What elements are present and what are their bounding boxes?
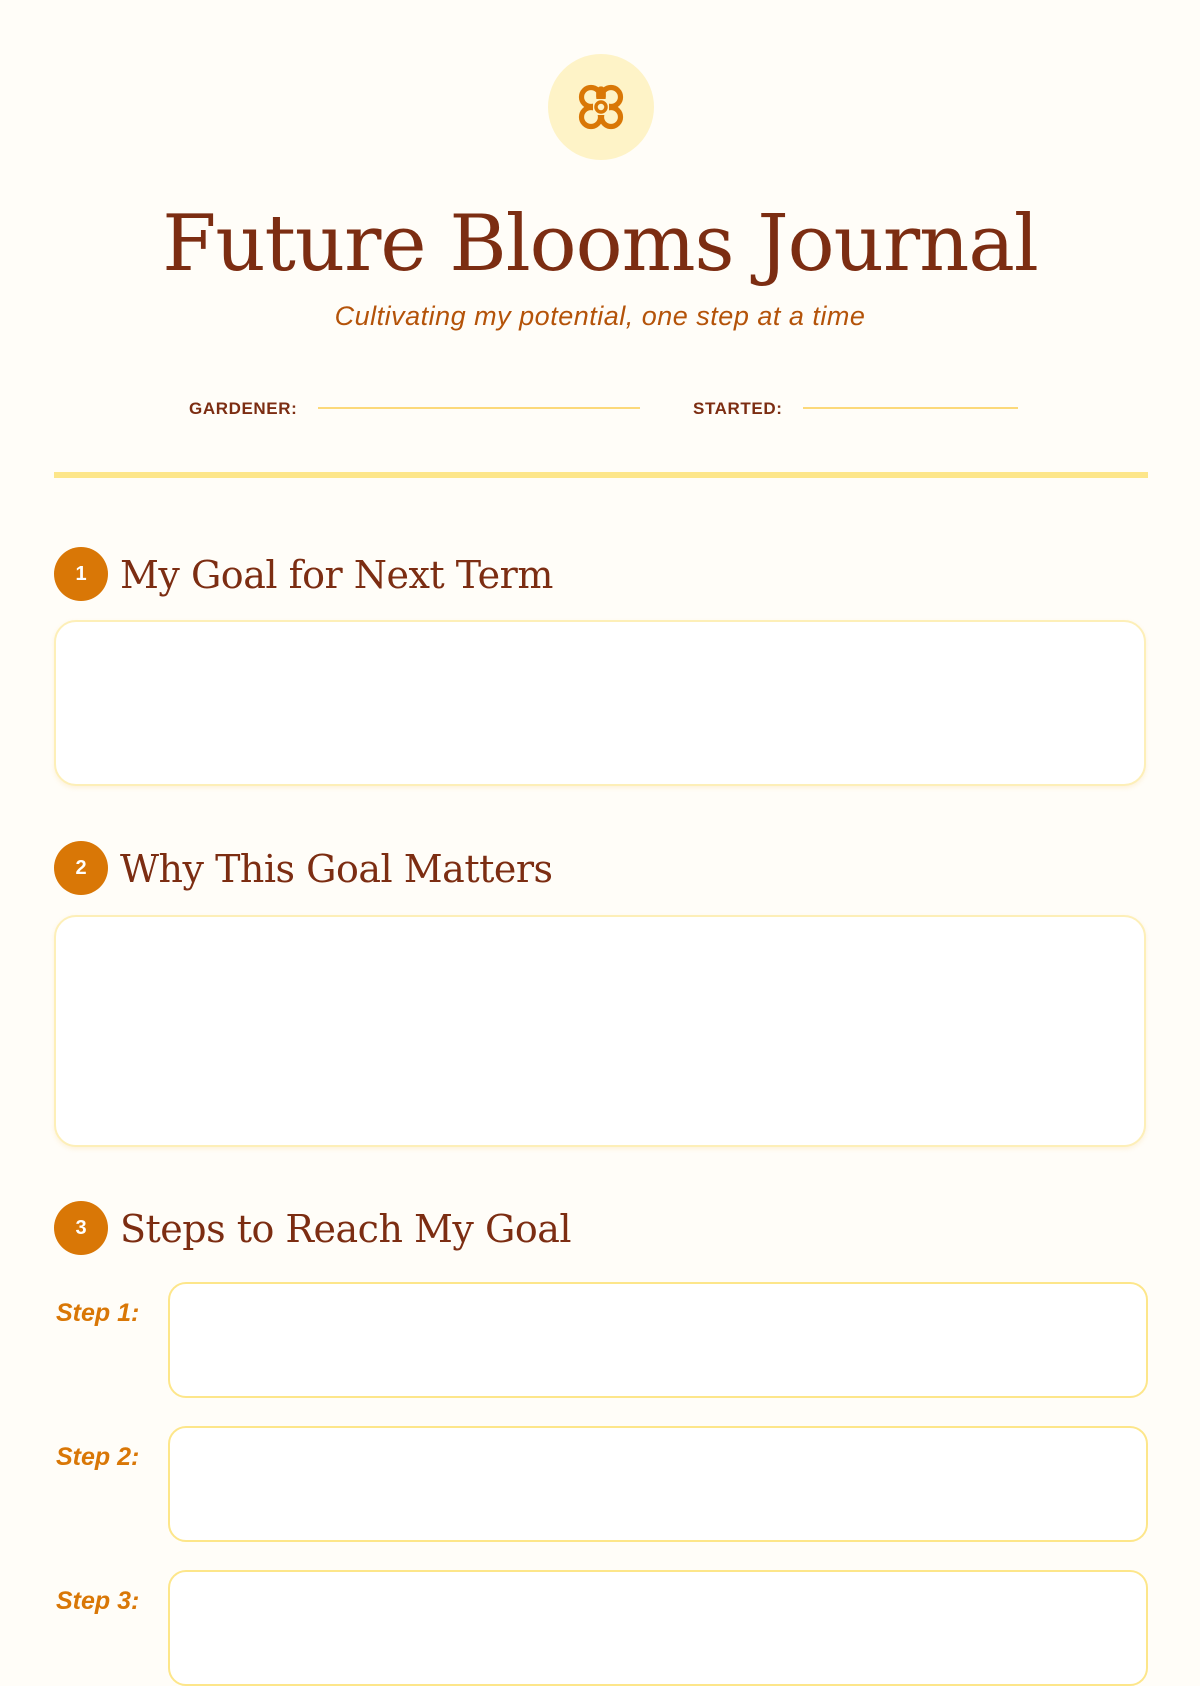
header-divider bbox=[54, 472, 1148, 478]
section-number-badge: 2 bbox=[54, 841, 108, 895]
step-label: Step 1: bbox=[56, 1299, 140, 1327]
gardener-input-line[interactable] bbox=[318, 407, 640, 409]
page-subtitle: Cultivating my potential, one step at a time bbox=[334, 301, 866, 331]
section-number-badge: 1 bbox=[54, 547, 108, 601]
step-label: Step 2: bbox=[56, 1443, 140, 1471]
logo-badge bbox=[548, 54, 654, 160]
step-1-input[interactable] bbox=[168, 1282, 1148, 1398]
started-field bbox=[693, 394, 782, 424]
goal-textbox[interactable] bbox=[54, 620, 1146, 786]
gardener-label: GARDENER: bbox=[189, 399, 298, 418]
section-title-steps: Steps to Reach My Goal bbox=[120, 1207, 572, 1251]
why-textbox[interactable] bbox=[54, 915, 1146, 1147]
page-title: Future Blooms Journal bbox=[162, 199, 1038, 289]
section-number-badge: 3 bbox=[54, 1201, 108, 1255]
section-title-why: Why This Goal Matters bbox=[120, 847, 553, 891]
flower-icon bbox=[571, 77, 631, 137]
section-title-goal: My Goal for Next Term bbox=[120, 553, 553, 597]
gardener-field bbox=[189, 394, 297, 424]
started-input-line[interactable] bbox=[803, 407, 1018, 409]
started-label: STARTED: bbox=[693, 399, 783, 418]
step-label: Step 3: bbox=[56, 1587, 140, 1615]
step-3-input[interactable] bbox=[168, 1570, 1148, 1686]
step-2-input[interactable] bbox=[168, 1426, 1148, 1542]
